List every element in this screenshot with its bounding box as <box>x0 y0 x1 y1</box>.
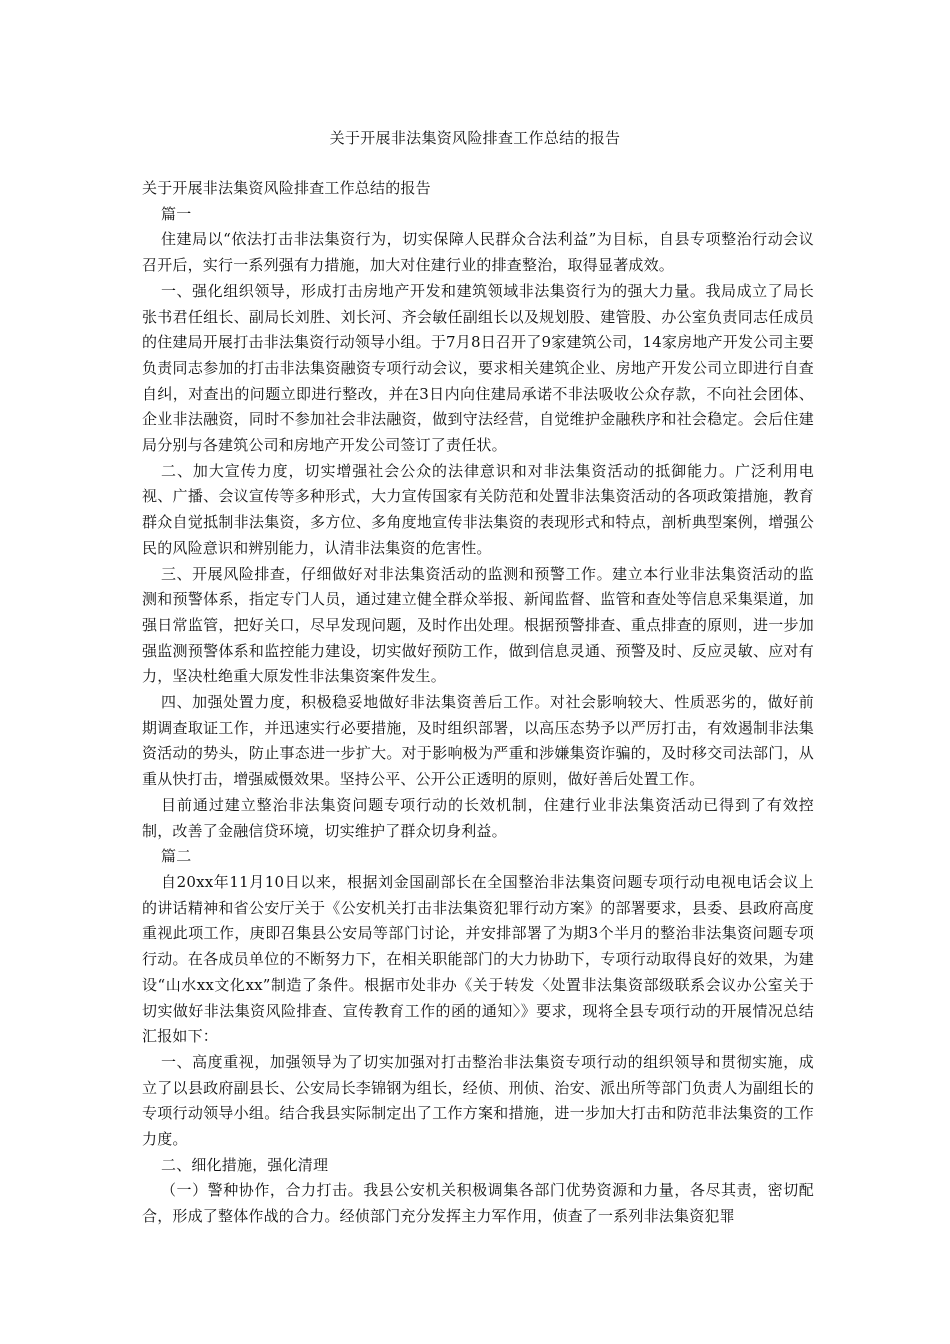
section-label-1: 篇一 <box>161 204 192 223</box>
paragraph: 一、强化组织领导，形成打击房地产开发和建筑领域非法集资行为的强大力量。我局成立了局长张书君任组长、副局长刘胜、刘长河、齐会敏任副组长以及规划股、建管股、办公室负责同志任成员的住建局开展打击非法集资行动领导小组。于7月8日召开了9家建筑公司，14家房地产开发公司主要负责同志参加的打击非法集资融资专项行动会议，要求相关建筑企业、房地产开发公司立即进行自查自纠，对查出的问题立即进行整改，并在3日内向住建局承诺不非法吸收公众存款，不向社会团体、企业非法融资，同时不参加社会非法融资，做到守法经营，自觉维护金融秩序和社会稳定。会后住建局分别与各建筑公司和房地产开发公司签订了责任状。 <box>142 281 814 455</box>
paragraph: 二、细化措施，强化清理 <box>161 1155 329 1174</box>
document-title: 关于开展非法集资风险排查工作总结的报告 <box>329 129 621 147</box>
paragraph: 一、高度重视，加强领导为了切实加强对打击整治非法集资专项行动的组织领导和贯彻实施，成立了以县政府副县长、公安局长李锦钢为组长，经侦、刑侦、治安、派出所等部门负责人为副组长的专项行动领导小组。结合我县实际制定出了工作方案和措施，进一步加大打击和防范非法集资的工作力度。 <box>142 1052 814 1149</box>
paragraph: （一）警种协作，合力打击。我县公安机关积极调集各部门优势资源和力量，各尽其责，密切配合，形成了整体作战的合力。经侦部门充分发挥主力军作用，侦查了一系列非法集资犯罪 <box>142 1181 814 1226</box>
paragraph: 自20xx年11月10日以来，根据刘金国副部长在全国整治非法集资问题专项行动电视电话会议上的讲话精神和省公安厅关于《公安机关打击非法集资犯罪行动方案》的部署要求，县委、县政府高度重视此项工作，庚即召集县公安局等部门讨论，并安排部署了为期3个半月的整治非法集资问题专项行动。在各成员单位的不断努力下，在相关职能部门的大力协助下，专项行动取得良好的效果，为建设“山水xx文化xx”制造了条件。根据市处非办《关于转发〈处置非法集资部级联系会议办公室关于切实做好非法集资风险排查、宣传教育工作的函的通知〉》要求，现将全县专项行动的开展情况总结汇报如下： <box>142 872 814 1046</box>
document-body <box>142 176 814 1230</box>
section-label-2: 篇二 <box>161 847 192 866</box>
paragraph: 住建局以“依法打击非法集资行为，切实保障人民群众合法利益”为目标，自县专项整治行动会议召开后，实行一系列强有力措施，加大对住建行业的排查整治，取得显著成效。 <box>142 230 814 275</box>
report-heading: 关于开展非法集资风险排查工作总结的报告 <box>142 179 431 197</box>
paragraph: 四、加强处置力度，积极稳妥地做好非法集资善后工作。对社会影响较大、性质恶劣的，做好前期调查取证工作，并迅速实行必要措施，及时组织部署，以高压态势予以严厉打击，有效遏制非法集资活动的势头，防止事态进一步扩大。对于影响极为严重和涉嫌集资诈骗的，及时移交司法部门，从重从快打击，增强威慑效果。坚持公平、公开公正透明的原则，做好善后处置工作。 <box>142 693 814 789</box>
paragraph: 二、加大宣传力度，切实增强社会公众的法律意识和对非法集资活动的抵御能力。广泛利用电视、广播、会议宣传等多种形式，大力宣传国家有关防范和处置非法集资活动的各项政策措施，教育群众自觉抵制非法集资，多方位、多角度地宣传非法集资的表现形式和特点，剖析典型案例，增强公民的风险意识和辨别能力，认清非法集资的危害性。 <box>142 461 814 557</box>
paragraph: 目前通过建立整治非法集资问题专项行动的长效机制，住建行业非法集资活动已得到了有效控制，改善了金融信贷环境，切实维护了群众切身利益。 <box>142 795 814 840</box>
paragraph: 三、开展风险排查，仔细做好对非法集资活动的监测和预警工作。建立本行业非法集资活动的监测和预警体系，指定专门人员，通过建立健全群众举报、新闻监督、监管和查处等信息采集渠道，加强日常监管，把好关口，尽早发现问题，及时作出处理。根据预警排查、重点排查的原则，进一步加强监测预警体系和监控能力建设，切实做好预防工作，做到信息灵通、预警及时、反应灵敏、应对有力，坚决杜绝重大原发性非法集资案件发生。 <box>142 564 814 686</box>
